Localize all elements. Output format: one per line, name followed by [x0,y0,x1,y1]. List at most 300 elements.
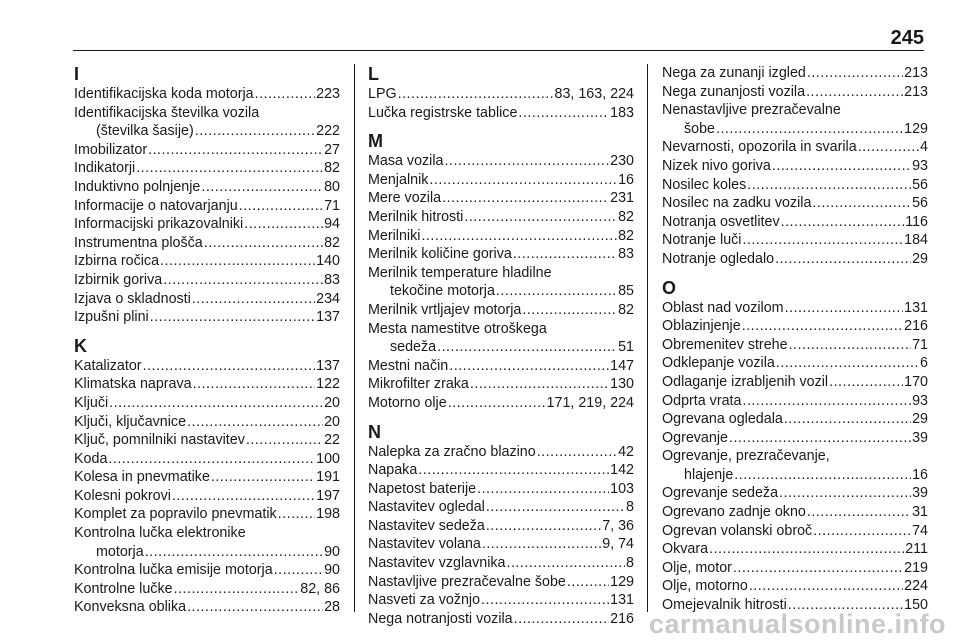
entry-page-ref: 28 [324,599,340,616]
dot-leader [772,157,911,176]
entry-page-ref: 140 [316,253,340,270]
entry-term: Notranje ogledalo [662,250,775,267]
index-entry [368,208,634,227]
index-entry [662,522,928,541]
dot-leader [464,208,617,227]
dot-leader [514,610,610,629]
entry-page-ref: 22 [324,432,340,449]
entry-page-ref: 216 [610,610,634,627]
column-divider [354,64,355,612]
entry-term: Ogrevano zadnje okno [662,504,806,521]
entry-page-ref: 6 [920,355,928,372]
entry-term: sedeža [390,339,437,356]
entry-term: Nevarnosti, opozorila in svarila [662,139,857,156]
entry-page-ref: 116 [905,213,928,230]
index-entry [662,447,928,484]
entry-term: Ogrevana ogledala [662,411,783,428]
entry-page-ref: 93 [912,392,928,409]
entry-page-ref: 100 [316,450,340,467]
dot-leader [779,484,911,503]
entry-page-ref: 16 [618,171,634,188]
dot-leader [192,290,315,309]
dot-leader [775,250,911,269]
dot-leader [418,461,609,480]
dot-leader [172,487,315,506]
dot-leader [148,141,323,160]
entry-page-ref: 7, 36 [602,517,634,534]
section-letter: K [74,335,87,356]
entry-term: Mestni način [368,357,449,374]
index-entry [368,443,634,462]
index-entry [368,357,634,376]
entry-term: Oblast nad vozilom [662,299,784,316]
entry-term: Nega notranjosti vozila [368,610,513,627]
index-entry [662,299,928,318]
dot-leader [486,498,625,517]
index-entry [368,517,634,536]
entry-page-ref: 39 [912,429,928,446]
entry-term: Identifikacijska številka vozila [74,104,260,121]
dot-leader [448,394,546,413]
entry-page-ref: 85 [618,283,634,300]
entry-page-ref: 82 [324,160,340,177]
index-entry [74,394,340,413]
entry-term: Nalepka za zračno blazino [368,443,536,460]
entry-term: Merilnik temperature hladilne [368,264,552,281]
index-entry [662,64,928,83]
entry-page-ref: 213 [904,83,928,100]
entry-page-ref: 93 [912,157,928,174]
index-entry [74,561,340,580]
entry-page-ref: 42 [618,443,634,460]
index-entry [368,498,634,517]
dot-leader [733,559,903,578]
dot-leader [481,591,609,610]
index-entry [74,104,340,141]
entry-term: Odklepanje vozila [662,355,775,372]
page-number: 245 [890,27,924,49]
entry-term: Imobilizator [74,141,148,158]
index-section [368,64,634,122]
index-entry [74,487,340,506]
entry-page-ref: 20 [324,413,340,430]
index-entry [74,215,340,234]
entry-page-ref: 216 [904,318,928,335]
entry-term: Merilnik vrtljajev motorja [368,301,522,318]
entry-term: Olje, motor [662,559,732,576]
entry-term: Izbirnik goriva [74,271,163,288]
dot-leader [522,301,617,320]
dot-leader [784,410,911,429]
entry-term: Nastavitev ogledal [368,499,485,516]
dot-leader [858,138,919,157]
index-entry [662,317,928,336]
section-letter: L [368,64,379,84]
entry-page-ref: 80 [324,178,340,195]
entry-page-ref: 103 [610,480,634,497]
entry-term: Kontrolna lučka elektronike [74,525,246,542]
dot-leader [513,245,617,264]
entry-page-ref: 130 [610,376,634,393]
entry-term: hlajenje [684,466,734,483]
entry-page-ref: 197 [316,487,340,504]
entry-term: Indikatorji [74,160,136,177]
entry-term: Masa vozila [368,153,444,170]
index-entry [368,610,634,629]
index-entry [662,138,928,157]
index-entry [368,320,634,357]
entry-term: Oblazinjenje [662,318,741,335]
entry-term: Merilnik količine goriva [368,246,512,263]
dot-leader [437,338,617,357]
index-entry [74,375,340,394]
entry-page-ref: 122 [316,376,340,393]
entry-term: šobe [684,120,716,137]
dot-leader [734,466,911,485]
dot-leader [145,543,323,562]
index-entry [74,413,340,432]
entry-term: Komplet za popravilo pnevmatik [74,506,277,523]
entry-term: Instrumentna plošča [74,234,203,251]
entry-term: Nosilec na zadku vozila [662,195,812,212]
entry-term: (številka šasije) [96,123,194,140]
index-entry [662,194,928,213]
index-entry [662,213,928,232]
dot-leader [812,194,911,213]
entry-page-ref: 170 [904,373,928,390]
entry-page-ref: 230 [610,153,634,170]
dot-leader [174,580,300,599]
dot-leader [742,392,911,411]
column-divider [647,64,648,612]
entry-page-ref: 82 [618,301,634,318]
entry-term: Ogrevanje, prezračevanje, [662,448,830,465]
dot-leader [776,354,919,373]
entry-term: Obremenitev strehe [662,336,788,353]
index-entry [368,535,634,554]
entry-page-ref: 29 [912,411,928,428]
entry-term: Katalizator [74,357,142,374]
dot-leader [742,231,903,250]
dot-leader [136,159,323,178]
dot-leader [518,104,609,123]
dot-leader [187,598,323,617]
entry-page-ref: 231 [610,190,634,207]
section-letter: I [74,64,80,84]
dot-leader [201,178,323,197]
entry-term: Menjalnik [368,171,429,188]
index-entry [74,159,340,178]
index-section [662,64,928,269]
dot-leader [747,176,911,195]
index-entry [74,505,340,524]
index-entry [368,104,634,123]
entry-term: Mikrofilter zraka [368,376,469,393]
dot-leader [160,252,315,271]
entry-term: tekočine motorja [390,283,495,300]
index-entry [74,357,340,376]
dot-leader [239,197,323,216]
entry-term: Koda [74,450,108,467]
entry-page-ref: 198 [316,506,340,523]
index-entry [74,178,340,197]
index-entry [368,573,634,592]
index-entry [368,85,634,104]
entry-page-ref: 90 [324,562,340,579]
entry-page-ref: 29 [912,250,928,267]
entry-term: Odprta vrata [662,392,742,409]
index-entry [662,83,928,102]
entry-page-ref: 8 [626,555,634,572]
dot-leader [482,535,601,554]
index-section [74,64,340,327]
index-entry [74,598,340,617]
entry-term: Merilniki [368,227,421,244]
dot-leader [255,85,316,104]
entry-term: Kontrolne lučke [74,580,173,597]
index-entry [74,431,340,450]
dot-leader [486,517,601,536]
entry-term: Kontrolna lučka emisije motorja [74,562,273,579]
entry-term: Motorno olje [368,394,447,411]
index-entry [74,234,340,253]
index-entry [368,461,634,480]
entry-term: Identifikacijska koda motorja [74,86,254,102]
index-entry [662,231,928,250]
entry-page-ref: 94 [324,216,340,233]
entry-page-ref: 234 [316,290,340,307]
index-section [368,131,634,412]
dot-leader [716,120,903,139]
dot-leader [274,561,323,580]
entry-page-ref: 90 [324,543,340,560]
entry-term: Notranje luči [662,232,742,249]
dot-leader [109,394,323,413]
entry-page-ref: 16 [912,466,928,483]
entry-term: Ogrevanje [662,429,728,446]
dot-leader [477,480,609,499]
entry-page-ref: 191 [316,469,340,486]
dot-leader [398,85,554,104]
dot-leader [829,373,903,392]
index-entry [662,250,928,269]
index-column-1 [74,64,340,626]
dot-leader [496,282,617,301]
entry-page-ref: 219 [904,559,928,576]
entry-page-ref: 224 [904,578,928,595]
dot-leader [204,234,323,253]
entry-page-ref: 129 [610,573,634,590]
entry-term: Kolesni pokrovi [74,487,171,504]
dot-leader [442,189,609,208]
entry-term: Nastavitev volana [368,536,481,553]
dot-leader [449,357,609,376]
index-entry [662,410,928,429]
entry-term: Nasveti za vožnjo [368,592,481,609]
entry-page-ref: 8 [626,499,634,516]
entry-page-ref: 74 [912,522,928,539]
dot-leader [537,443,617,462]
entry-page-ref: 9, 74 [602,536,634,553]
dot-leader [789,336,912,355]
entry-term: Nastavitev sedeža [368,517,485,534]
dot-leader [506,554,625,573]
index-entry [368,171,634,190]
index-entry [662,336,928,355]
index-entry [368,245,634,264]
entry-page-ref: 83, 163, 224 [554,86,634,102]
dot-leader [470,375,609,394]
dot-leader [742,317,903,336]
entry-term: Nosilec koles [662,176,747,193]
dot-leader [193,375,316,394]
entry-page-ref: 129 [904,120,928,137]
dot-leader [187,413,323,432]
entry-page-ref: 51 [618,339,634,356]
entry-page-ref: 131 [904,299,928,316]
dot-leader [709,540,904,559]
entry-term: Izpušni plini [74,309,149,326]
index-entry [662,176,928,195]
index-entry [368,394,634,413]
index-entry [662,157,928,176]
dot-leader [785,299,904,318]
entry-page-ref: 171, 219, 224 [546,394,634,411]
index-entry [662,484,928,503]
entry-term: Konveksna oblika [74,599,187,616]
index-entry [662,354,928,373]
dot-leader [445,152,610,171]
index-entry [662,392,928,411]
entry-term: Lučka registrske tablice [368,104,518,121]
index-entry [74,141,340,160]
index-entry [368,301,634,320]
index-section [662,278,928,615]
entry-term: LPG [368,86,397,102]
index-entry [74,290,340,309]
index-entry [368,264,634,301]
entry-term: Nastavitev vzglavnika [368,555,506,572]
entry-page-ref: 211 [905,541,928,558]
entry-page-ref: 142 [610,462,634,479]
entry-term: Ključi, ključavnice [74,413,187,430]
index-section [74,336,340,617]
dot-leader [807,503,911,522]
entry-page-ref: 223 [316,86,340,102]
index-entry [368,189,634,208]
index-entry [662,540,928,559]
dot-leader [143,357,316,376]
entry-term: motorja [96,543,144,560]
dot-leader [807,64,903,83]
dot-leader [421,227,617,246]
section-letter: O [662,277,677,298]
entry-page-ref: 183 [610,104,634,121]
dot-leader [278,505,315,524]
index-entry [662,577,928,596]
entry-term: Mere vozila [368,190,442,207]
dot-leader [108,450,315,469]
entry-page-ref: 82 [324,234,340,251]
dot-leader [567,573,609,592]
index-entry [74,252,340,271]
entry-page-ref: 4 [920,139,928,156]
entry-term: Nenastavljive prezračevalne [662,102,841,119]
dot-leader [246,431,323,450]
index-column-3 [662,64,928,624]
index-entry [368,480,634,499]
entry-term: Nega za zunanji izgled [662,65,806,81]
index-entry [368,591,634,610]
entry-term: Omejevalnik hitrosti [662,597,787,614]
entry-page-ref: 150 [904,597,928,614]
entry-term: Ogrevanje sedeža [662,485,779,502]
entry-term: Mesta namestitve otroškega [368,320,547,337]
entry-page-ref: 82 [618,208,634,225]
entry-term: Nastavljive prezračevalne šobe [368,573,566,590]
entry-term: Nega zunanjosti vozila [662,83,806,100]
entry-page-ref: 137 [316,357,340,374]
entry-page-ref: 83 [324,271,340,288]
entry-term: Notranja osvetlitev [662,213,780,230]
index-entry [368,227,634,246]
index-section [368,422,634,629]
entry-page-ref: 71 [912,336,928,353]
header-rule [73,50,924,51]
entry-term: Induktivno polnjenje [74,178,201,195]
index-entry [74,197,340,216]
entry-page-ref: 147 [610,357,634,374]
entry-page-ref: 82, 86 [300,580,340,597]
index-entry [662,429,928,448]
section-letter: N [368,421,381,442]
entry-term: Odlaganje izrabljenih vozil [662,373,829,390]
entry-page-ref: 20 [324,394,340,411]
dot-leader [749,577,903,596]
entry-term: Napaka [368,462,418,479]
entry-term: Ključi [74,394,109,411]
entry-page-ref: 83 [618,246,634,263]
entry-page-ref: 71 [324,197,340,214]
entry-term: Okvara [662,541,709,558]
entry-page-ref: 39 [912,485,928,502]
index-entry [662,101,928,138]
index-column-2 [368,64,634,637]
entry-page-ref: 184 [904,232,928,249]
section-letter: M [368,131,383,152]
entry-page-ref: 131 [610,592,634,609]
dot-leader [429,171,617,190]
index-entry [662,373,928,392]
entry-term: Ogrevan volanski obroč [662,522,813,539]
index-entry [662,503,928,522]
index-entry [368,554,634,573]
entry-page-ref: 213 [904,65,928,81]
entry-term: Merilnik hitrosti [368,208,464,225]
watermark: carmanualsonline.info [648,609,946,639]
index-entry [368,375,634,394]
entry-page-ref: 222 [316,123,340,140]
entry-term: Informacijski prikazovalniki [74,216,244,233]
dot-leader [244,215,323,234]
dot-leader [150,308,315,327]
index-entry [74,524,340,561]
entry-term: Izbirna ročica [74,253,160,270]
dot-leader [813,522,911,541]
dot-leader [195,122,315,141]
entry-term: Napetost baterije [368,480,477,497]
index-entry [662,559,928,578]
